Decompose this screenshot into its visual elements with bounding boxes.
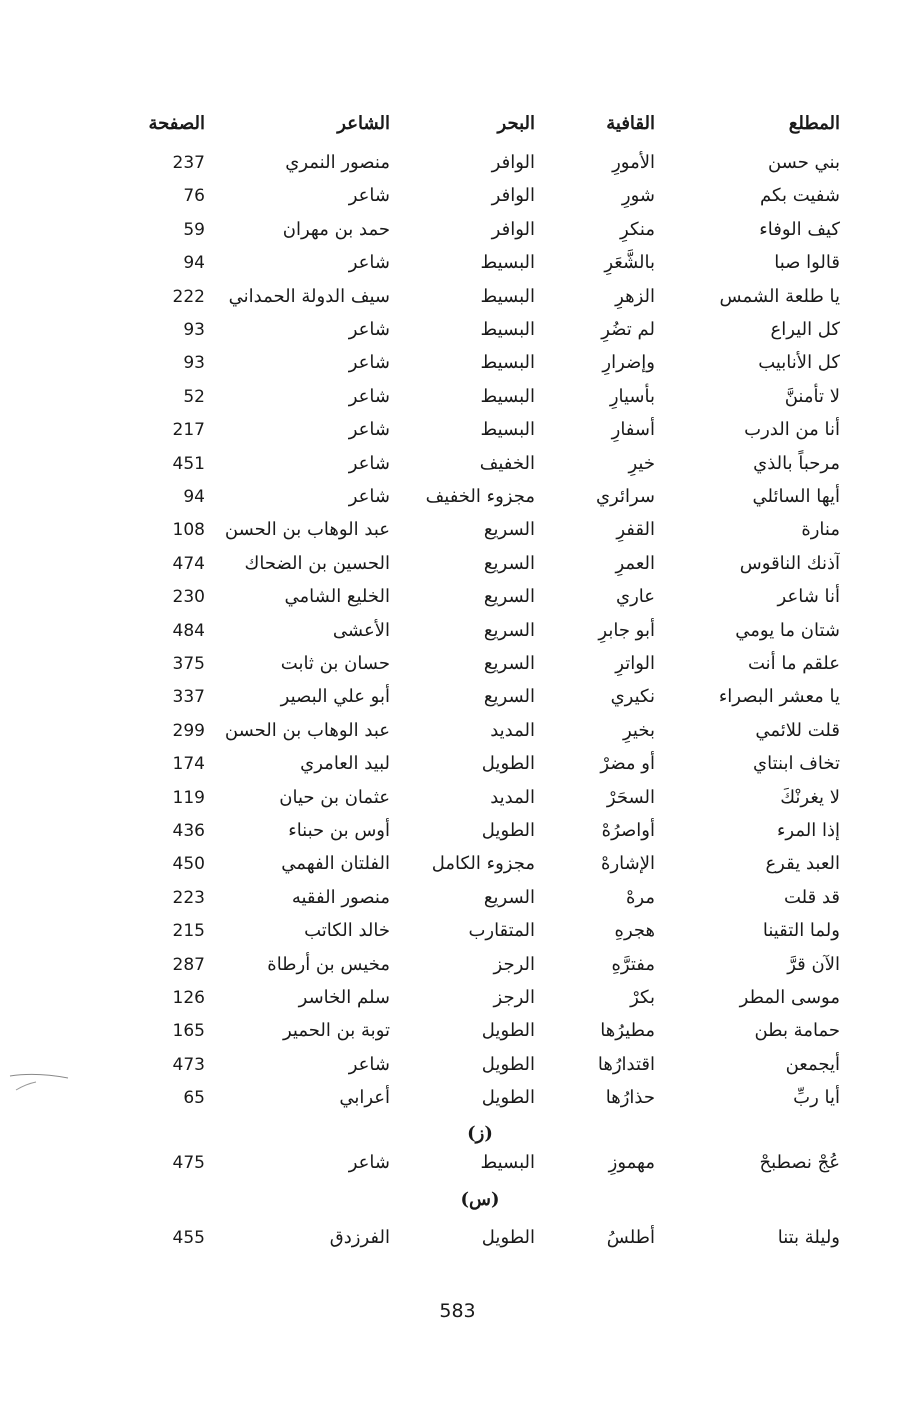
cell-shaer: خالد الكاتب — [304, 920, 390, 942]
cell-matla: آذنك الناقوس — [739, 552, 840, 574]
cell-bahr: الرجز — [493, 953, 535, 975]
cell-page: 52 — [183, 386, 205, 407]
cell-qafiya: لم تضُرِ — [601, 319, 655, 340]
cell-matla: لا يغرنْكَ — [780, 786, 840, 808]
cell-qafiya: الواترِ — [615, 653, 655, 674]
cell-bahr: المتقارب — [468, 920, 535, 942]
cell-bahr: السريع — [483, 886, 535, 908]
cell-bahr: البسيط — [480, 285, 535, 307]
cell-qafiya: مفترَّهِ — [611, 953, 655, 975]
table-row — [0, 1015, 915, 1047]
cell-matla: ولما التقينا — [762, 920, 840, 942]
table-row — [0, 848, 915, 880]
table-row — [0, 381, 915, 413]
cell-qafiya: العمرِ — [615, 552, 655, 574]
cell-shaer: عبد الوهاب بن الحسن — [224, 519, 390, 541]
table-row — [0, 180, 915, 212]
cell-page: 484 — [172, 620, 205, 641]
cell-shaer: لبيد العامري — [300, 753, 390, 775]
cell-bahr: البسيط — [480, 1152, 535, 1173]
cell-page: 299 — [172, 720, 205, 741]
cell-matla: الآن قرَّ — [787, 953, 840, 975]
cell-bahr: البسيط — [480, 385, 535, 407]
pencil-mark-icon — [6, 1068, 76, 1098]
cell-page: 436 — [172, 821, 205, 841]
cell-page: 450 — [172, 854, 205, 875]
cell-qafiya: مرهْ — [625, 886, 655, 908]
cell-qafiya: بكرْ — [630, 987, 655, 1008]
cell-page: 474 — [172, 553, 205, 574]
cell-shaer: أوس بن حبناء — [288, 820, 390, 841]
cell-shaer: أبو علي البصير — [280, 686, 390, 708]
cell-qafiya: أواصرُهْ — [601, 820, 655, 841]
cell-bahr: السريع — [483, 653, 535, 674]
cell-shaer: حسان بن ثابت — [280, 653, 390, 674]
cell-page: 475 — [172, 1153, 205, 1173]
cell-shaer: منصور النمري — [285, 152, 390, 173]
cell-page: 174 — [172, 754, 205, 775]
table-row — [0, 615, 915, 647]
cell-page: 94 — [183, 253, 205, 274]
cell-qafiya: السحَرْ — [606, 786, 655, 808]
cell-shaer: أعرابي — [339, 1087, 390, 1109]
table-row — [0, 448, 915, 480]
table-row — [0, 1147, 915, 1179]
cell-shaer: شاعر — [348, 1053, 390, 1075]
cell-bahr: الخفيف — [479, 452, 535, 474]
cell-qafiya: القفرِ — [616, 519, 655, 541]
cell-page: 65 — [183, 1088, 205, 1109]
cell-bahr: البسيط — [480, 419, 535, 441]
cell-bahr: السريع — [483, 586, 535, 608]
cell-matla: شتان ما يومي — [735, 619, 840, 641]
table-row — [0, 782, 915, 814]
table-row — [0, 347, 915, 379]
cell-shaer: الفرزدق — [329, 1227, 390, 1248]
cell-bahr: الطويل — [481, 1053, 535, 1075]
cell-bahr: الوافر — [491, 218, 535, 240]
table-row — [0, 314, 915, 346]
cell-page: 94 — [183, 487, 205, 507]
cell-shaer: شاعر — [348, 319, 390, 340]
table-row — [0, 982, 915, 1014]
cell-bahr: مجزوء الكامل — [431, 853, 535, 875]
cell-shaer: شاعر — [348, 185, 390, 207]
cell-shaer: شاعر — [348, 385, 390, 407]
cell-shaer: الأعشى — [332, 619, 390, 641]
table-row — [0, 815, 915, 847]
cell-qafiya: شورِ — [621, 185, 655, 207]
table-row — [0, 715, 915, 747]
cell-shaer: الفلتان الفهمي — [281, 853, 390, 875]
cell-page: 451 — [172, 453, 205, 474]
cell-page: 223 — [172, 887, 205, 908]
cell-qafiya: أطلسُ — [606, 1227, 655, 1248]
cell-shaer: شاعر — [348, 486, 390, 507]
cell-shaer: منصور الفقيه — [291, 886, 390, 908]
cell-shaer: شاعر — [348, 252, 390, 274]
cell-matla: يا طلعة الشمس — [719, 285, 840, 307]
cell-matla: أيها السائلي — [752, 486, 840, 507]
cell-bahr: المديد — [490, 719, 535, 741]
cell-bahr: السريع — [483, 552, 535, 574]
cell-bahr: السريع — [483, 686, 535, 708]
cell-page: 217 — [172, 420, 205, 441]
cell-bahr: الوافر — [491, 152, 535, 173]
cell-bahr: الطويل — [481, 753, 535, 775]
table-row — [0, 147, 915, 179]
cell-matla: كيف الوفاء — [759, 218, 840, 240]
cell-page: 59 — [183, 219, 205, 240]
table-header — [0, 108, 915, 140]
section-letter-s: (س) — [460, 1189, 500, 1210]
cell-shaer: سلم الخاسر — [298, 987, 390, 1008]
cell-matla: بني حسن — [767, 152, 840, 173]
cell-page: 455 — [172, 1228, 205, 1248]
cell-qafiya: بالشَّعَرِ — [604, 252, 655, 274]
cell-qafiya: وإضرارِ — [602, 352, 655, 374]
cell-shaer: الحسين بن الضحاك — [244, 552, 390, 574]
cell-matla: كل الأنابيب — [758, 352, 840, 374]
cell-matla: لا تأمننَّ — [784, 385, 840, 407]
cell-matla: قد قلت — [783, 886, 840, 908]
cell-qafiya: حذارُها — [605, 1087, 655, 1109]
cell-page: 222 — [172, 286, 205, 307]
cell-page: 165 — [172, 1021, 205, 1042]
cell-shaer: مخيس بن أرطاة — [267, 953, 390, 975]
cell-qafiya: بأسيارِ — [609, 385, 655, 407]
cell-bahr: الوافر — [491, 185, 535, 207]
table-row — [0, 481, 915, 513]
cell-page: 230 — [172, 587, 205, 608]
cell-qafiya: منكرِ — [620, 218, 655, 240]
table-row — [0, 281, 915, 313]
cell-shaer: شاعر — [348, 1152, 390, 1173]
table-row — [0, 1049, 915, 1081]
cell-matla: إذا المرء — [776, 820, 840, 841]
header-qafiya: القافية — [606, 113, 655, 134]
cell-page: 119 — [172, 787, 205, 808]
cell-page: 287 — [172, 954, 205, 975]
cell-page: 93 — [183, 320, 205, 340]
cell-matla: حمامة بطن — [754, 1020, 840, 1042]
table-row — [0, 882, 915, 914]
table-row — [0, 949, 915, 981]
cell-bahr: البسيط — [480, 252, 535, 274]
cell-qafiya: خيرِ — [628, 452, 655, 474]
table-row — [0, 681, 915, 713]
cell-qafiya: الإشارهْ — [601, 853, 655, 875]
cell-qafiya: عاري — [615, 586, 655, 608]
cell-page: 93 — [183, 353, 205, 374]
cell-page: 126 — [172, 988, 205, 1008]
cell-qafiya: سرائري — [595, 486, 655, 507]
header-page: الصفحة — [148, 113, 205, 134]
cell-shaer: توبة بن الحمير — [283, 1020, 390, 1042]
cell-page: 237 — [172, 153, 205, 173]
cell-matla: أيا ربِّ — [793, 1087, 840, 1109]
cell-bahr: المديد — [490, 786, 535, 808]
cell-qafiya: أو مضرْ — [600, 753, 655, 775]
table-row — [0, 1222, 915, 1254]
table-row — [0, 915, 915, 947]
cell-shaer: الخليع الشامي — [284, 586, 390, 608]
cell-matla: أنا شاعر — [777, 586, 840, 608]
header-matla: المطلع — [788, 113, 840, 134]
cell-matla: وليلة بتنا — [777, 1227, 840, 1248]
cell-qafiya: الأمورِ — [612, 152, 655, 173]
cell-matla: كل اليراع — [770, 319, 840, 340]
cell-matla: قلت للائمي — [755, 719, 840, 741]
cell-qafiya: بخيرِ — [623, 719, 655, 741]
cell-shaer: شاعر — [348, 452, 390, 474]
cell-shaer: عثمان بن حيان — [279, 786, 390, 808]
cell-page: 215 — [172, 921, 205, 942]
cell-bahr: مجزوء الخفيف — [425, 486, 535, 507]
cell-matla: تخاف ابنتاي — [753, 753, 840, 775]
cell-bahr: البسيط — [480, 352, 535, 374]
cell-bahr: الطويل — [481, 1227, 535, 1248]
cell-qafiya: أسفارِ — [611, 419, 655, 441]
page-number: 583 — [439, 1300, 476, 1322]
cell-bahr: الطويل — [481, 1020, 535, 1042]
cell-matla: العبد يقرع — [765, 853, 840, 875]
cell-shaer: عبد الوهاب بن الحسن — [224, 719, 390, 741]
cell-bahr: السريع — [483, 519, 535, 541]
cell-matla: أنا من الدرب — [744, 419, 840, 441]
cell-qafiya: نكيري — [610, 686, 655, 708]
cell-qafiya: مهموزِ — [608, 1152, 655, 1173]
cell-page: 108 — [172, 520, 205, 541]
cell-shaer: حمد بن مهران — [282, 218, 390, 240]
cell-matla: منارة — [801, 519, 840, 541]
cell-matla: موسى المطر — [739, 987, 840, 1008]
cell-page: 375 — [172, 654, 205, 674]
cell-shaer: شاعر — [348, 419, 390, 441]
header-bahr: البحر — [497, 113, 535, 134]
table-row — [0, 214, 915, 246]
table-row — [0, 648, 915, 680]
cell-qafiya: اقتدارُها — [597, 1053, 655, 1075]
cell-matla: شفيت بكم — [760, 185, 840, 207]
cell-shaer: شاعر — [348, 352, 390, 374]
section-letter-z: (ز) — [467, 1123, 493, 1144]
cell-page: 337 — [172, 687, 205, 708]
cell-qafiya: مطيرُها — [600, 1020, 655, 1042]
cell-shaer: سيف الدولة الحمداني — [228, 285, 390, 307]
table-row — [0, 581, 915, 613]
table-row — [0, 548, 915, 580]
cell-qafiya: هجرهِ — [614, 920, 655, 942]
cell-qafiya: الزهرِ — [615, 285, 655, 307]
cell-bahr: البسيط — [480, 319, 535, 340]
cell-bahr: الطويل — [481, 820, 535, 841]
table-row — [0, 748, 915, 780]
table-row — [0, 1082, 915, 1114]
cell-matla: أيجمعن — [785, 1053, 840, 1075]
cell-qafiya: أبو جابرِ — [598, 619, 655, 641]
table-row — [0, 414, 915, 446]
cell-bahr: الطويل — [481, 1087, 535, 1109]
table-row — [0, 514, 915, 546]
cell-matla: علقم ما أنت — [747, 653, 840, 674]
cell-matla: قالوا صبا — [774, 252, 840, 274]
table-row — [0, 247, 915, 279]
cell-page: 473 — [172, 1054, 205, 1075]
cell-matla: يا معشر البصراء — [718, 686, 840, 708]
cell-bahr: الرجز — [493, 987, 535, 1008]
cell-matla: مرحباً بالذي — [753, 452, 840, 474]
cell-bahr: السريع — [483, 619, 535, 641]
cell-page: 76 — [183, 186, 205, 207]
header-shaer: الشاعر — [337, 113, 390, 134]
cell-matla: عُجْ نصطبحْ — [759, 1152, 840, 1173]
